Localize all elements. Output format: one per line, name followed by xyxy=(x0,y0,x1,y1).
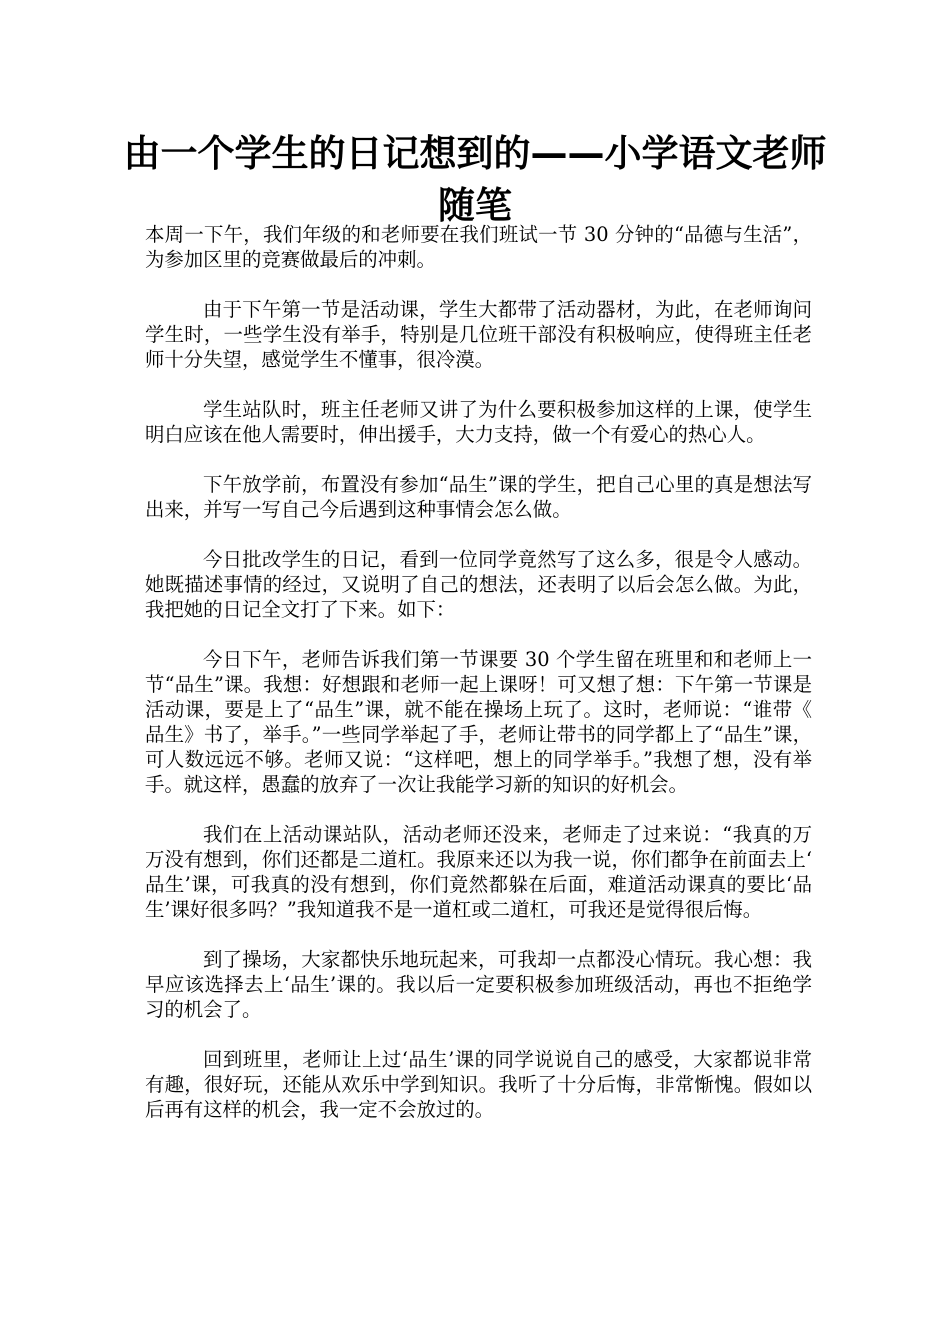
paragraph-diary-1: 今日下午，老师告诉我们第一节课要 30 个学生留在班里和和老师上一节“品生”课。我想：好想跟和老师一起上课呀！可又想了想：下午第一节课是活动课，要是上了“品生”课，就不能在操场上玩了。这时，老师说：“谁带《品生》书了，举手。”一些同学举起了手，老师让带书的同学都上了“品生”课，可人数远远不够。老师又说：“这样吧，想上的同学举手。”我想了想，没有举手。就这样，愚蠢的放弃了一次让我能学习新的知识的好机会。 xyxy=(145,648,812,796)
paragraph-lineup: 学生站队时，班主任老师又讲了为什么要积极参加这样的上课，使学生明白应该在他人需要时，伸出援手，大力支持，做一个有爱心的热心人。 xyxy=(145,398,812,446)
document-title: 由一个学生的日记想到的——小学语文老师随笔 xyxy=(123,132,827,227)
paragraph-intro: 本周一下午，我们年级的和老师要在我们班试一节 30 分钟的“品德与生活”，为参加区里的竞赛做最后的冲刺。 xyxy=(145,223,812,271)
paragraph-assignment: 下午放学前，布置没有参加“品生”课的学生，把自己心里的真是想法写出来，并写一写自己今后遇到这种事情会怎么做。 xyxy=(145,473,812,521)
paragraph-diary-review: 今日批改学生的日记，看到一位同学竟然写了这么多，很是令人感动。她既描述事情的经过，又说明了自己的想法，还表明了以后会怎么做。为此，我把她的日记全文打了下来。如下： xyxy=(145,548,812,621)
paragraph-diary-3: 到了操场，大家都快乐地玩起来，可我却一点都没心情玩。我心想：我早应该选择去上‘品生’课的。我以后一定要积极参加班级活动，再也不拒绝学习的机会了。 xyxy=(145,948,812,1021)
paragraph-diary-2: 我们在上活动课站队，活动老师还没来，老师走了过来说：“我真的万万没有想到，你们还都是二道杠。我原来还以为我一说，你们都争在前面去上‘品生’课，可我真的没有想到，你们竟然都躲在后面，难道活动课真的要比‘品生’课好很多吗？”我知道我不是一道杠或二道杠，可我还是觉得很后悔。 xyxy=(145,823,812,921)
paragraph-diary-4: 回到班里，老师让上过‘品生’课的同学说说自己的感受，大家都说非常有趣，很好玩，还能从欢乐中学到知识。我听了十分后悔，非常惭愧。假如以后再有这样的机会，我一定不会放过的。 xyxy=(145,1048,812,1121)
document-body xyxy=(145,222,812,1147)
paragraph-activity-class: 由于下午第一节是活动课，学生大都带了活动器材，为此，在老师询问学生时，一些学生没有举手，特别是几位班干部没有积极响应，使得班主任老师十分失望，感觉学生不懂事，很冷漠。 xyxy=(145,298,812,371)
